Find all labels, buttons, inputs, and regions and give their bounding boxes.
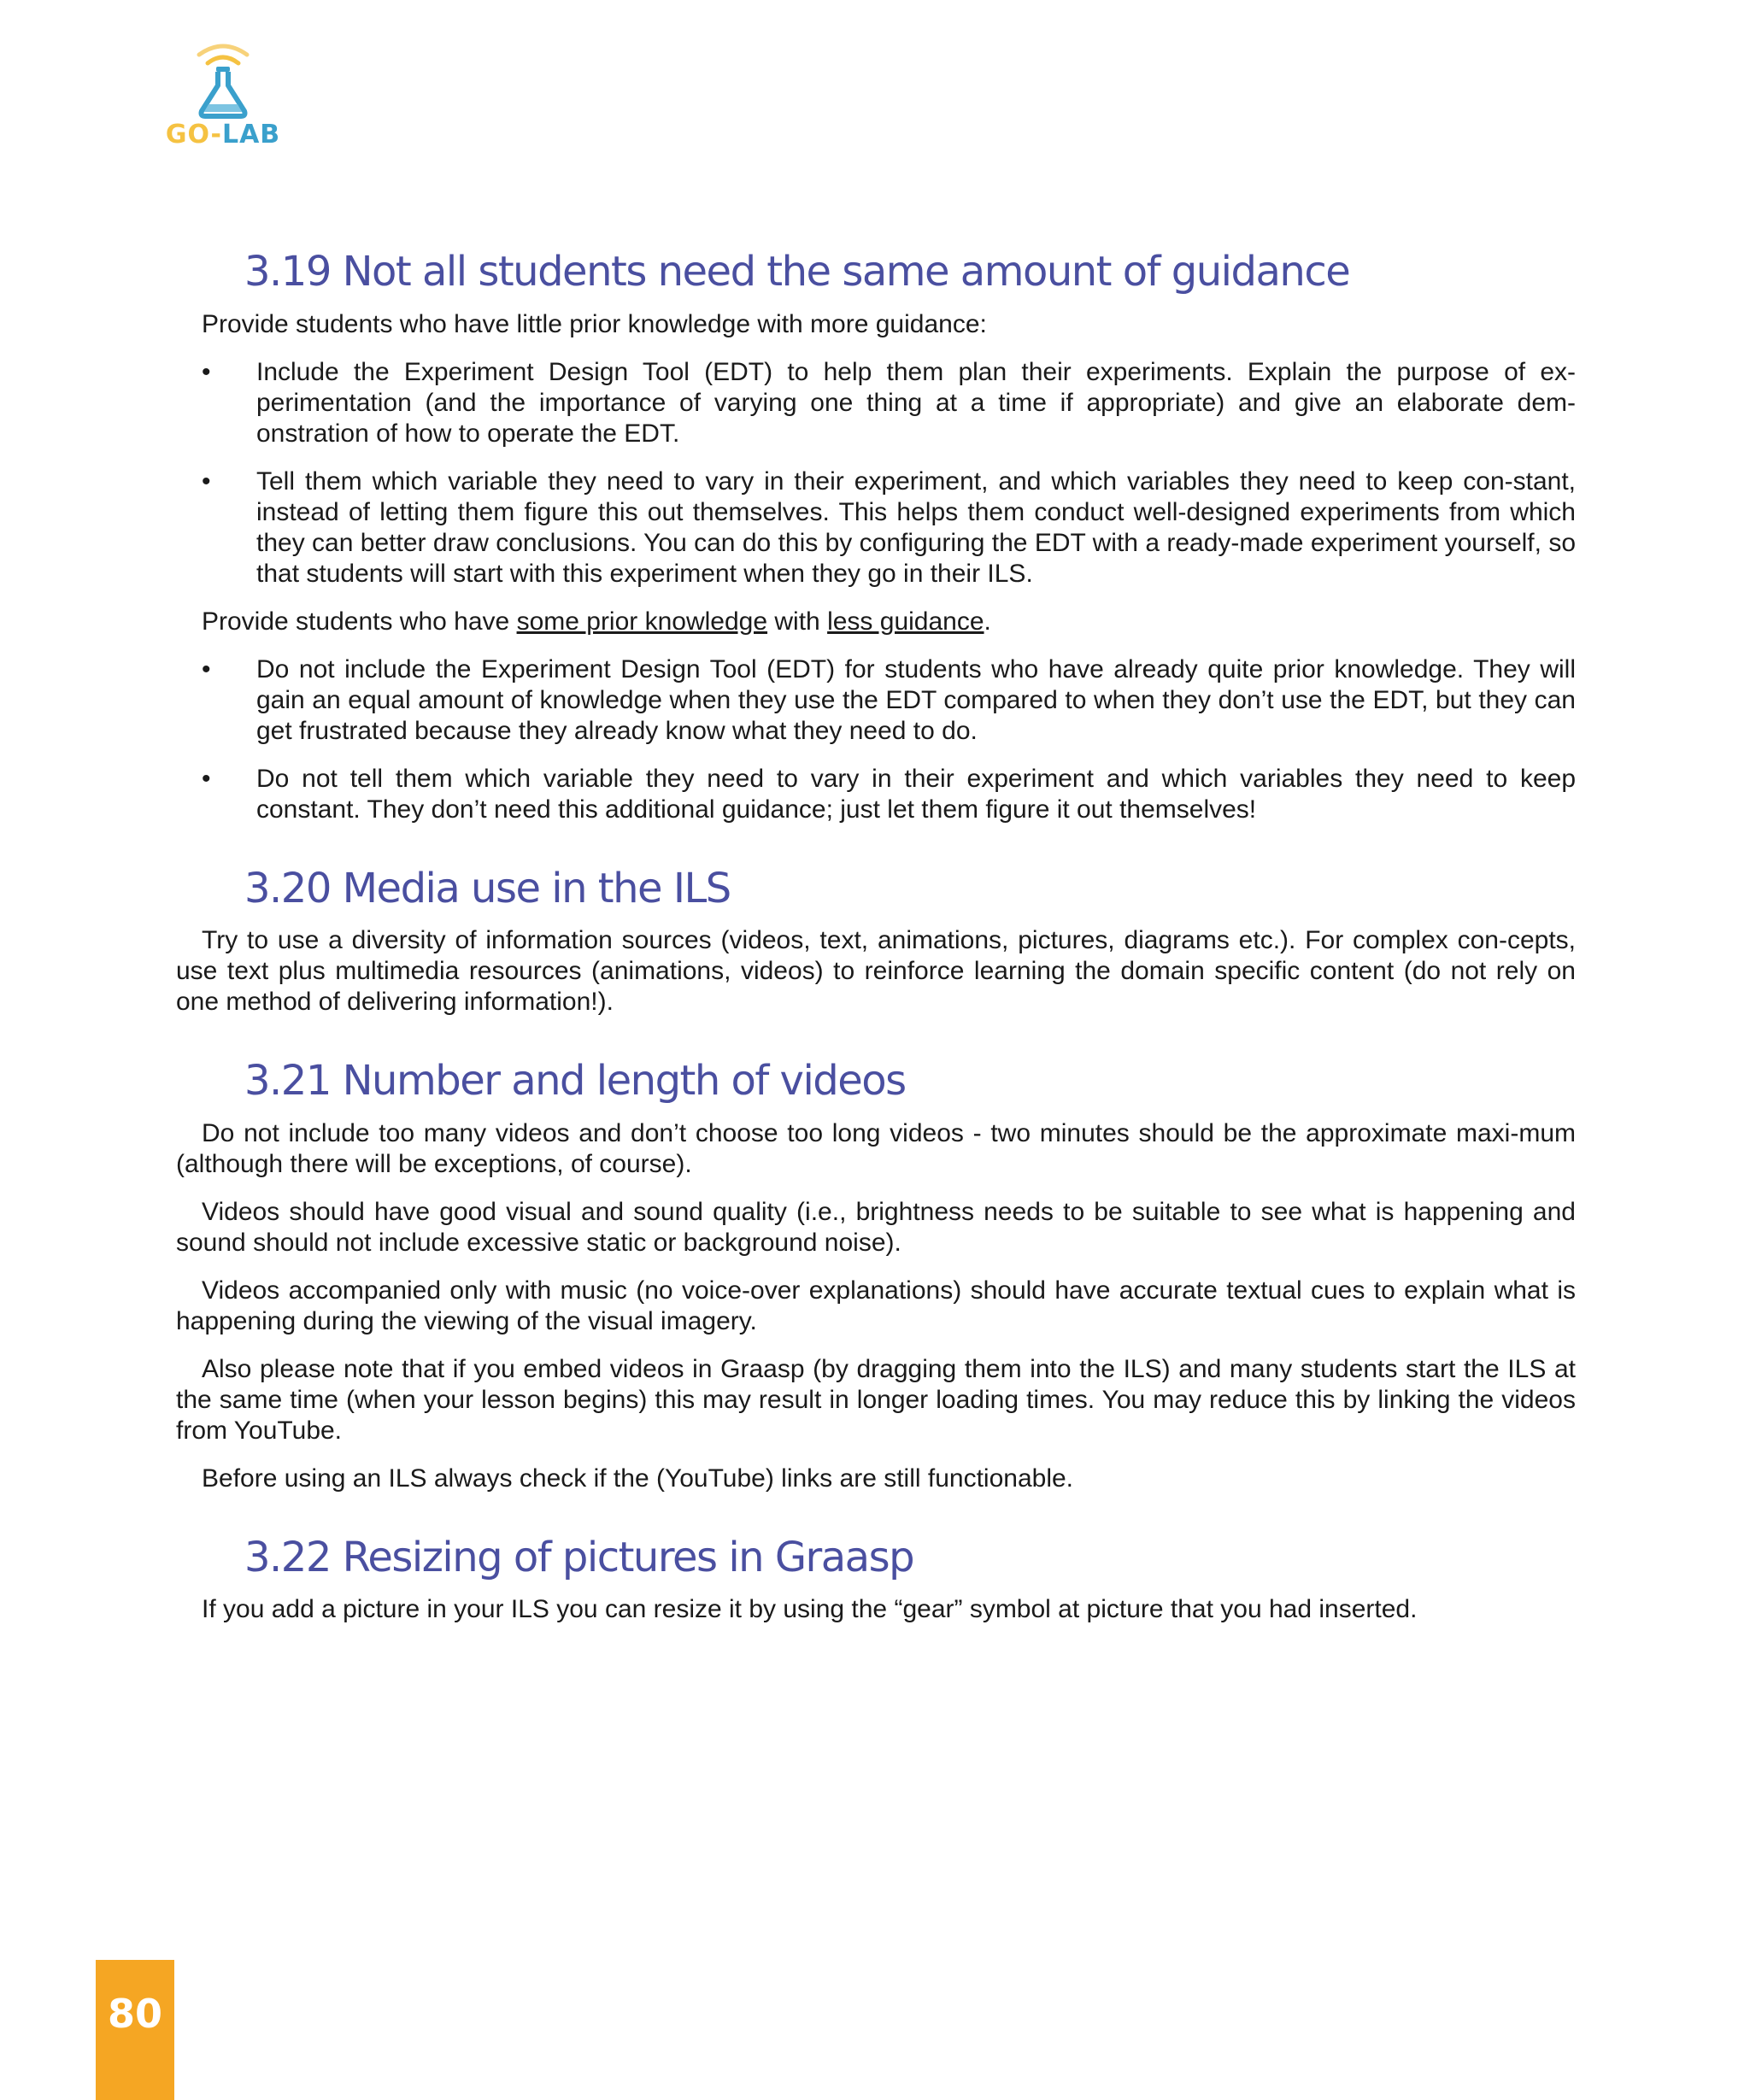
heading-3-20: 3.20 Media use in the ILS xyxy=(244,864,731,912)
underlined-some-prior-knowledge: some prior knowledge xyxy=(516,607,768,636)
heading-3-21: 3.21 Number and length of videos xyxy=(244,1057,906,1106)
section-3-19-intro: Provide students who have little prior knowledge with more guidance: xyxy=(202,309,987,338)
heading-3-19: 3.19 Not all students need the same amount of guidance xyxy=(244,248,1350,296)
flask-icon xyxy=(159,36,287,121)
paragraph: If you add a picture in your ILS you can resize it by using the “gear” symbol at picture that you had inserted. xyxy=(202,1595,1418,1624)
section-3-19-second-intro: Provide students who have some prior knowledge with less guidance. xyxy=(202,607,991,636)
list-item: • Do not tell them which variable they need to vary in their experiment and which variables they need to keep constant. They don’t need this additional guidance; just let them figure it out themselves! xyxy=(202,764,1576,824)
page-content xyxy=(176,248,1576,1642)
heading-3-22: 3.22 Resizing of pictures in Graasp xyxy=(244,1533,914,1581)
more-guidance-list xyxy=(176,357,1576,590)
paragraph: Do not include too many videos and don’t choose too long videos - two minutes should be the approximate maxi-mum (although there will be exceptions, of course). xyxy=(176,1118,1576,1178)
less-guidance-list xyxy=(176,654,1576,825)
list-item: • Include the Experiment Design Tool (EDT) to help them plan their experiments. Explain the purpose of ex-perimentation (and the importance of varying one thing at a time if appropriate) and give an elaborate dem-onstration of how to operate the EDT. xyxy=(202,357,1576,448)
paragraph: Also please note that if you embed videos in Graasp (by dragging them into the ILS) and many students start the ILS at the same time (when your lesson begins) this may result in longer loading times. You may reduce this by linking the videos from YouTube. xyxy=(176,1354,1576,1445)
bullet: • xyxy=(202,654,211,683)
page-number: 80 xyxy=(107,1991,162,2037)
paragraph: Videos should have good visual and sound quality (i.e., brightness needs to be suitable to see what is happening and sound should not include excessive static or background noise). xyxy=(176,1197,1576,1257)
paragraph: Videos accompanied only with music (no voice-over explanations) should have accurate textual cues to explain what is happening during the viewing of the visual imagery. xyxy=(176,1276,1576,1335)
logo-text: GO-LAB xyxy=(165,120,281,150)
page-number-tab xyxy=(96,1960,174,2100)
list-item: • Do not include the Experiment Design Tool (EDT) for students who have already quite prior knowledge. They will gain an equal amount of knowledge when they use the EDT compared to when they don’t use the EDT, but they can get frustrated because they already know what they need to do. xyxy=(202,654,1576,745)
underlined-less-guidance: less guidance xyxy=(827,607,984,636)
go-lab-logo xyxy=(159,36,287,155)
paragraph: Before using an ILS always check if the (YouTube) links are still functionable. xyxy=(202,1464,1073,1493)
bullet: • xyxy=(202,466,211,496)
list-item: • Tell them which variable they need to vary in their experiment, and which variables they need to keep con-stant, instead of letting them figure this out themselves. This helps them conduct well-designed experiments from which they can better draw conclusions. You can do this by configuring the EDT with a ready-made experiment yourself, so that students will start with this experiment when they go in their ILS. xyxy=(202,466,1576,588)
bullet: • xyxy=(202,357,211,386)
bullet: • xyxy=(202,764,211,793)
paragraph: Try to use a diversity of information sources (videos, text, animations, pictures, diagrams etc.). For complex con-cepts, use text plus multimedia resources (animations, videos) to reinforce learning the domain specific content (do not rely on one method of delivering information!). xyxy=(176,926,1576,1017)
